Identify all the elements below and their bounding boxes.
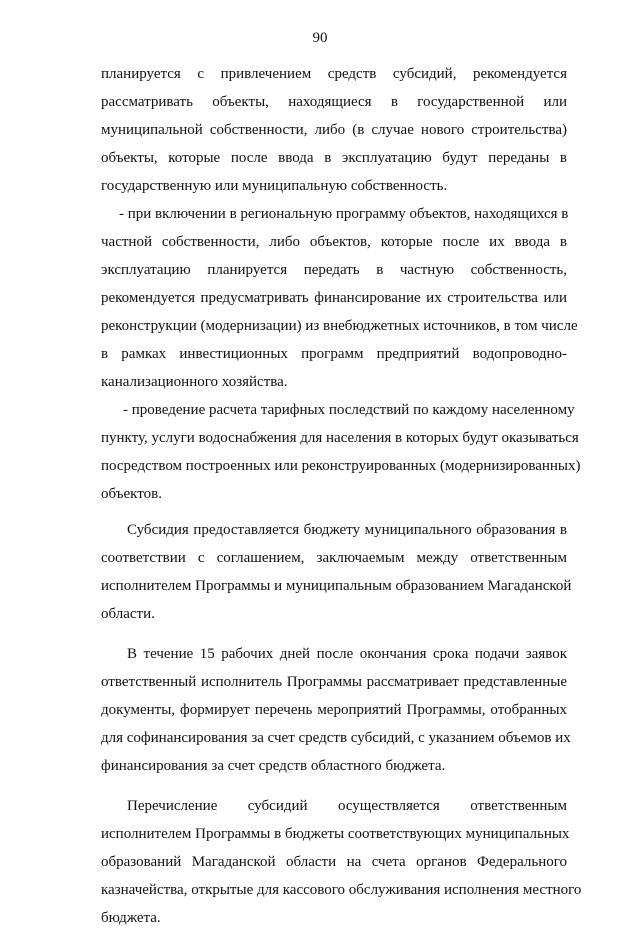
text-line: - при включении в региональную программу объектов, находящихся в [119, 206, 569, 222]
text-line: области. [101, 606, 155, 622]
paragraph-4 [101, 516, 572, 628]
text-line: В течение 15 рабочих дней после окончания срока подачи заявок [127, 646, 567, 662]
text-line: финансирования за счет средств областного бюджета. [101, 758, 446, 774]
text-line: реконструкции (модернизации) из внебюджетных источников, в том числе [101, 318, 578, 334]
paragraph-6 [101, 792, 582, 932]
text-line: образований Магаданской области на счета органов Федерального [101, 854, 567, 870]
text-line: для софинансирования за счет средств субсидий, с указанием объемов их [101, 730, 571, 746]
document-body [101, 60, 582, 932]
paragraph-2 [101, 200, 578, 396]
text-line: объекты, которые после ввода в эксплуатацию будут переданы в [101, 150, 567, 166]
text-line: частной собственности, либо объектов, которые после их ввода в [101, 234, 567, 250]
text-line: бюджета. [101, 910, 161, 926]
text-line: исполнителем Программы и муниципальным образованием Магаданской [101, 578, 572, 594]
page-number: 90 [312, 30, 328, 46]
paragraph-1 [101, 60, 567, 200]
text-line: пункту, услуги водоснабжения для населения в которых будут оказываться [101, 430, 579, 446]
text-line: рекомендуется предусматривать финансирование их строительства или [101, 290, 567, 306]
text-line: государственную или муниципальную собственность. [101, 178, 448, 194]
paragraph-5 [101, 640, 571, 780]
paragraph-3 [101, 396, 581, 508]
text-line: ответственный исполнитель Программы рассматривает представленные [101, 674, 567, 690]
text-line: казначейства, открытые для кассового обслуживания исполнения местного [101, 882, 582, 898]
text-line: планируется с привлечением средств субсидий, рекомендуется [101, 66, 567, 82]
text-line: эксплуатацию планируется передать в частную собственность, [101, 262, 567, 278]
text-line: рассматривать объекты, находящиеся в государственной или [101, 94, 567, 110]
text-line: документы, формирует перечень мероприятий Программы, отобранных [101, 702, 567, 718]
text-line: соответствии с соглашением, заключаемым между ответственным [101, 550, 567, 566]
text-line: объектов. [101, 486, 162, 502]
text-line: муниципальной собственности, либо (в случае нового строительства) [101, 122, 567, 138]
text-line: посредством построенных или реконструированных (модернизированных) [101, 458, 581, 474]
text-line: - проведение расчета тарифных последствий по каждому населенному [123, 402, 575, 418]
text-line: Перечисление субсидий осуществляется ответственным [127, 798, 567, 814]
text-line: Субсидия предоставляется бюджету муниципального образования в [127, 522, 567, 538]
text-line: исполнителем Программы в бюджеты соответствующих муниципальных [101, 826, 570, 842]
text-line: в рамках инвестиционных программ предприятий водопроводно- [101, 346, 567, 362]
text-line: канализационного хозяйства. [101, 374, 288, 390]
